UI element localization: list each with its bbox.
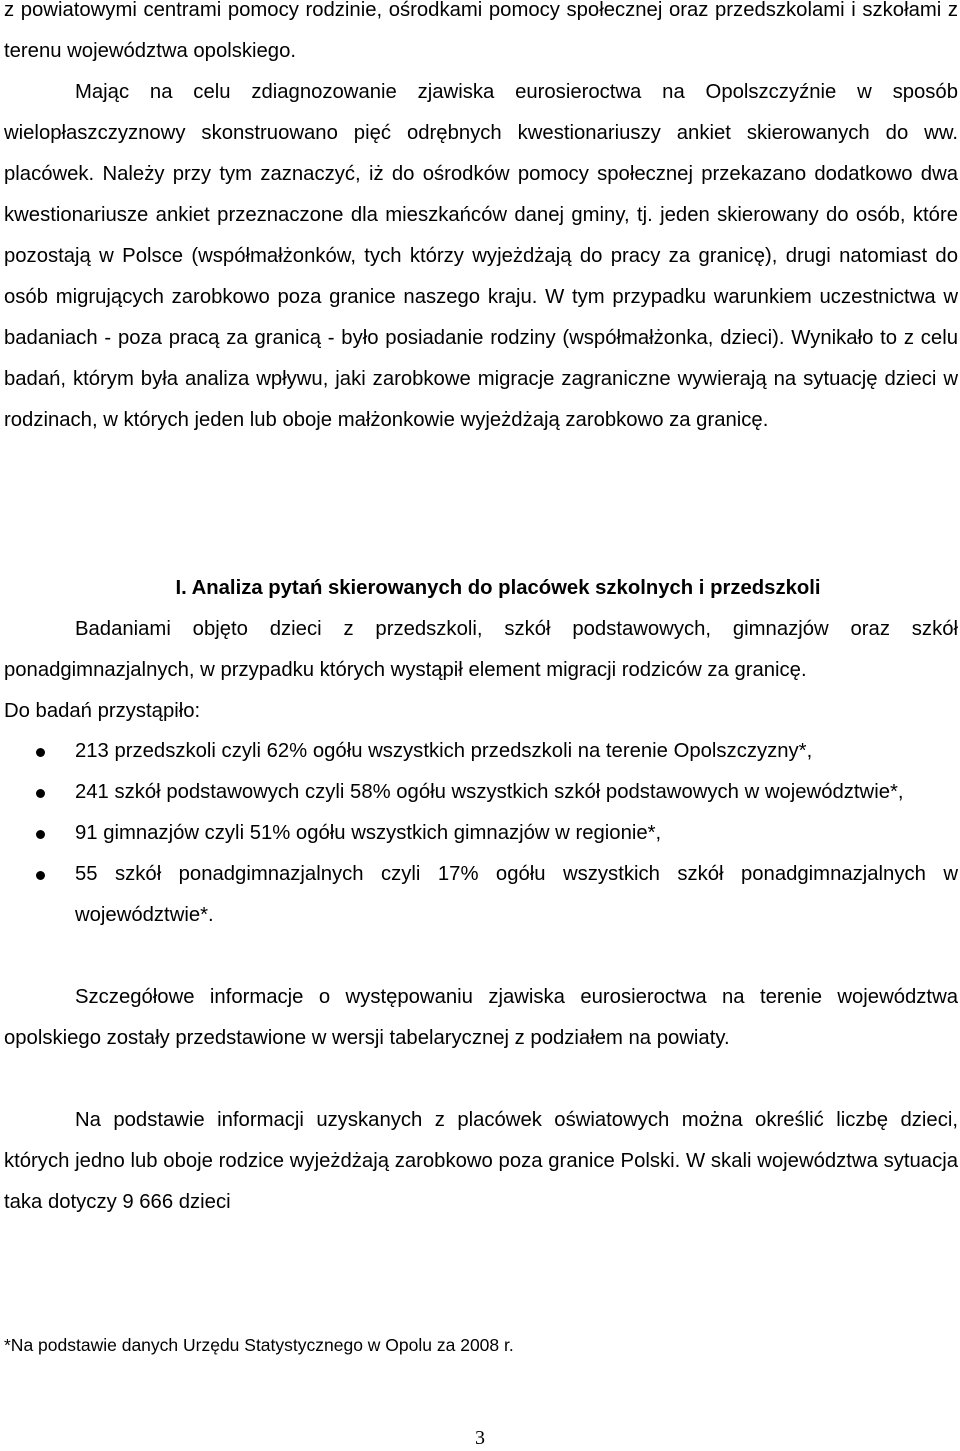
section-heading [0,568,960,609]
footnote: *Na podstawie danych Urzędu Statystycznego w Opolu za 2008 r. [4,1335,514,1355]
bullet-icon [36,748,45,757]
summary-paragraph: Na podstawie informacji uzyskanych z placówek oświatowych można określić liczbę dzieci, których jedno lub oboje rodzice wyjeżdżają zarobkowo poza granice Polski. W skali województwa sytuacja taka dotyczy 9 666 dzieci [4,1109,958,1213]
participants-list [0,731,958,936]
list-item-text: 91 gimnazjów czyli 51% ogółu wszystkich gimnazjów w regionie*, [75,822,662,844]
section-heading-text: I. Analiza pytań skierowanych do placówek szkolnych i przedszkoli [175,577,821,599]
scope-paragraph: Badaniami objęto dzieci z przedszkoli, szkół podstawowych, gimnazjów oraz szkół ponadgimnazjalnych, w przypadku których wystąpił element migracji rodziców za granicę. [4,618,958,681]
list-item [0,731,958,772]
participants-intro: Do badań przystąpiło: [4,700,201,722]
list-item-text: 213 przedszkoli czyli 62% ogółu wszystkich przedszkoli na terenie Opolszczyzny*, [75,740,813,762]
bullet-icon [36,789,45,798]
methodology-paragraph: Mając na celu zdiagnozowanie zjawiska eurosieroctwa na Opolszczyźnie w sposób wielopłaszczyznowy skonstruowano pięć odrębnych kwestionariuszy ankiet skierowanych do ww. placówek. Należy przy tym zaznaczyć, iż do ośrodków pomocy społecznej przekazano dodatkowo dwa kwestionariusze ankiet przeznaczone dla mieszkańców danej gminy, tj. jeden skierowany do osób, które pozostają w Polsce (współmałżonków, tych którzy wyjeżdżają do pracy za granicę), drugi natomiast do osób migrujących zarobkowo poza granice naszego kraju. W tym przypadku warunkiem uczestnictwa w badaniach - poza pracą za granicą - było posiadanie rodziny (współmałżonka, dzieci). Wynikało to z celu badań, którym była analiza wpływu, jaki zarobkowe migracje zagraniczne wywierają na sytuację dzieci w rodzinach, w których jeden lub oboje małżonkowie wyjeżdżają zarobkowo za granicę. [4,81,958,431]
list-item [0,772,958,813]
list-item [0,854,958,936]
bullet-icon [36,871,45,880]
page-number: 3 [475,1427,485,1449]
list-item-text: 55 szkół ponadgimnazjalnych czyli 17% ogółu wszystkich szkół ponadgimnazjalnych w województwie*. [75,863,958,926]
list-item-text: 241 szkół podstawowych czyli 58% ogółu wszystkich szkół podstawowych w województwie*, [75,781,904,803]
bullet-icon [36,830,45,839]
list-item [0,813,958,854]
intro-continuation-paragraph: z powiatowymi centrami pomocy rodzinie, ośrodkami pomocy społecznej oraz przedszkolami i szkołami z terenu województwa opolskiego. [4,0,958,62]
details-paragraph: Szczegółowe informacje o występowaniu zjawiska eurosieroctwa na terenie województwa opolskiego zostały przedstawione w wersji tabelarycznej z podziałem na powiaty. [4,986,958,1049]
